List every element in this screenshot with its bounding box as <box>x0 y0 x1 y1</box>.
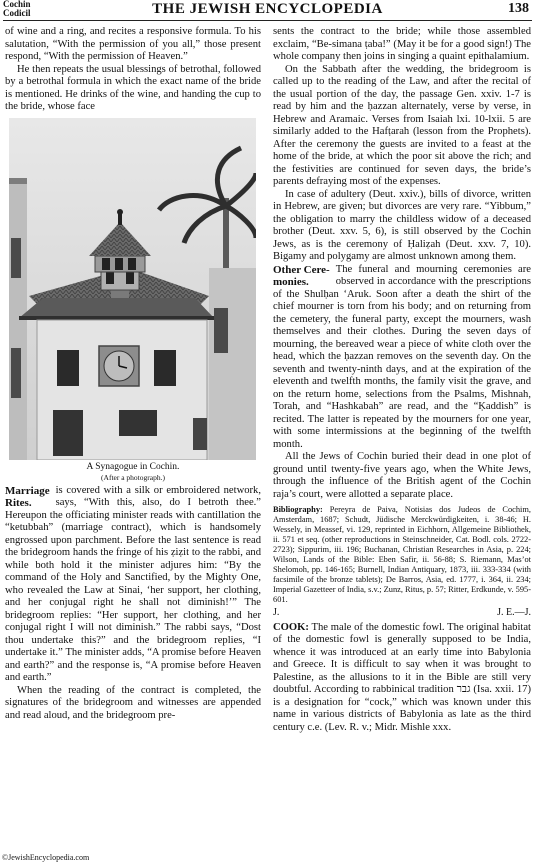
footer-copyright: ©JewishEncyclopedia.com <box>2 853 90 862</box>
synagogue-illustration <box>9 118 256 460</box>
entry-text: The male of the domestic fowl. The original habitat of the domestic fowl is generally supposed to be India, whence it was introduced at an early time into Babylonia and Greece. It is difficult to say when it was brought to Palestine, as the allusions to it in the Bible are still very doubtful. According to rabbinical tradition גבר (Isa. xxii. 17) is a designation for “cock,” which was known under this name in various districts of Babylonia as late as the third century c.e. (Lev. R. v.; Midr. Mishle xxx. <box>273 621 531 733</box>
paragraph: When the reading of the contract is completed, the signatures of the bridegroom and witnesses are appended and read aloud, and the bridegroom pre- <box>5 684 261 721</box>
signature-left: J. <box>273 607 280 618</box>
side-heading <box>5 485 50 510</box>
side-heading-line: Rites. <box>5 497 32 509</box>
paragraph: of wine and a ring, and recites a responsive formula. To his salutation, “With the permission of you all,” those present respond, “With the permission of Heaven.” <box>5 26 261 62</box>
paragraph: is covered with a silk or embroidered network, says, “With this, also, do I betroth thee.” Hereupon the officiating minister reads with cantillation the “ketubbah” (marriage contract), which is handsomely engrossed upon parchment. Before the last sentence is read the bridegroom hands the fringe of his ẓiẓit to the rabbi, and while both hold it the minister adjures him: “By the command of the Holy and Sanctified, by the Mighty One, who revealed the Law at Sinai, ‘her support, her clothing, and her conjugal right he shall not diminish!’” The bridegroom replies: “Her support, her clothing, and her conjugal right I will not diminish.” The rabbi says, “Dost thou undertake this?” and the bridegroom replies, “I undertake it.” The minister adds, “A promise before Heaven and earth?” and the response is, “A promise before Heaven and earth.” <box>5 484 261 683</box>
paragraph: The funeral and mourning ceremonies are observed in accordance with the prescriptions of the Shulḥan ‘Aruk. Soon after a death the shirt of the chief mourner is torn from his body; and on returning from the cemetery, the funeral party, except the mourners, wash themselves and their clothes. During the seven days of mourning, the bereaved wear a piece of white cloth over the head, which the ḥazzan removes on the seventh day. On the seventh and twenty-ninth days, and at the expiration of the eleventh and twelfth months, the family visit the grave, and on the return home, selections from the Psalms, Mishnah, Torah, and “Hashkabah” are read, and the “Ḳaddish” is recited. The latter is repeated by the mourners for one year, with some intermissions at the beginning of the twelfth month. <box>273 263 531 450</box>
header-rule <box>3 20 532 21</box>
side-heading <box>273 264 330 289</box>
paragraph: sents the contract to the bride; while those assembled exclaim, “Be-simana ṭaba!” (May it be for a good sign!) The whole company then joins in singing a quaint epithalamium. <box>273 26 531 62</box>
bibliography-text: Pereyra de Paiva, Notisias dos Judeos de Cochim, Amsterdam, 1687; Schudt, Jüdische Merckwürdigkeiten, i. 38-46; H. Wessely, in Meassef, vi. 129, reprinted in Eichhorn, Allgemeine Bibliothek, ii. 571 et seq. (other reproductions in Steinschneider, Cat. Bodl. cols. 2722-2723); Sippurim, iii. 196; Buchanan, Christian Researches in Asia, p. 224; Wilson, Lands of the Bible: Eben Safir, ii. 56-88; S. Riemann, Mas’ot Shelomoh, pp. 146-165; Burnell, Indian Antiquary, 1873, iii. 333-334 (with facsimile of the bronze tablets); De Barros, Asia, ed. 1777, i. 364, ii. 234; Imperial Gazetteer of India, s.v.; Zunz, Ritus, p. 57; Ritter, Erdkunde, v. 595-601. <box>273 505 531 604</box>
signature-line <box>273 607 531 620</box>
paragraph: He then repeats the usual blessings of betrothal, followed by a betrothal formula in which the exact name of the bride is mentioned. He drinks of the wine, and handing the cup to the bride, whose face <box>5 63 261 112</box>
side-heading-line: monies. <box>273 276 309 288</box>
side-heading-line: Marriage <box>5 484 50 497</box>
cook-entry <box>273 622 531 735</box>
paragraph: All the Jews of Cochin buried their dead in one plot of ground until twenty-five years ago, when the White Jews, through the influence of the British agent of the Cochin raja’s court, were allotted a separate place. <box>273 451 531 500</box>
synagogue-photograph <box>9 118 256 460</box>
encyclopedia-title: THE JEWISH ENCYCLOPEDIA <box>152 1 383 17</box>
page-header <box>0 0 535 20</box>
signature-right: J. E.—J. <box>497 607 531 618</box>
page-number: 138 <box>508 1 529 16</box>
paragraph: On the Sabbath after the wedding, the bridegroom is called up to the reading of the Law, and after the recital of the usual portion of the day, the passage Gen. xxiv. 1-7 is read by him and the ḥazzan alternately, verse by verse, in Hebrew and Aramaic. Verses from Isaiah lxi. 10-lxii. 5 are similarly added to the Hafṭarah (lesson from the Prophets). After the ceremony the guests are invited to a feast at the home of the bride, at which the poor sit above the rich; and the festivities are continued for seven days, the bride’s parents defraying most of the expenses. <box>273 63 531 187</box>
entry-heading: COOK: <box>273 621 309 633</box>
running-head-last: Codicil <box>3 8 31 18</box>
figure-credit: (After a photograph.) <box>101 472 165 482</box>
running-head-first: Cochin <box>3 0 31 9</box>
paragraph: In case of adultery (Deut. xxiv.), bills of divorce, written in Hebrew, are given; but divorces are very rare. “Yibbum,” the obligation to marry the childless widow of a deceased brother (Deut. xxv. 5, 6), is still observed by the Cochin Jews, as is the ceremony of Ḥaliẓah (Deut. xxv. 7, 10). Bigamy and polygamy are almost unknown among them. <box>273 188 531 262</box>
figure-caption: A Synagogue in Cochin. <box>86 461 180 472</box>
left-column <box>5 26 261 722</box>
right-column <box>273 26 531 734</box>
side-heading-line: Other Cere- <box>273 263 330 276</box>
bibliography-label: Bibliography: <box>273 505 323 514</box>
bibliography <box>273 505 531 605</box>
